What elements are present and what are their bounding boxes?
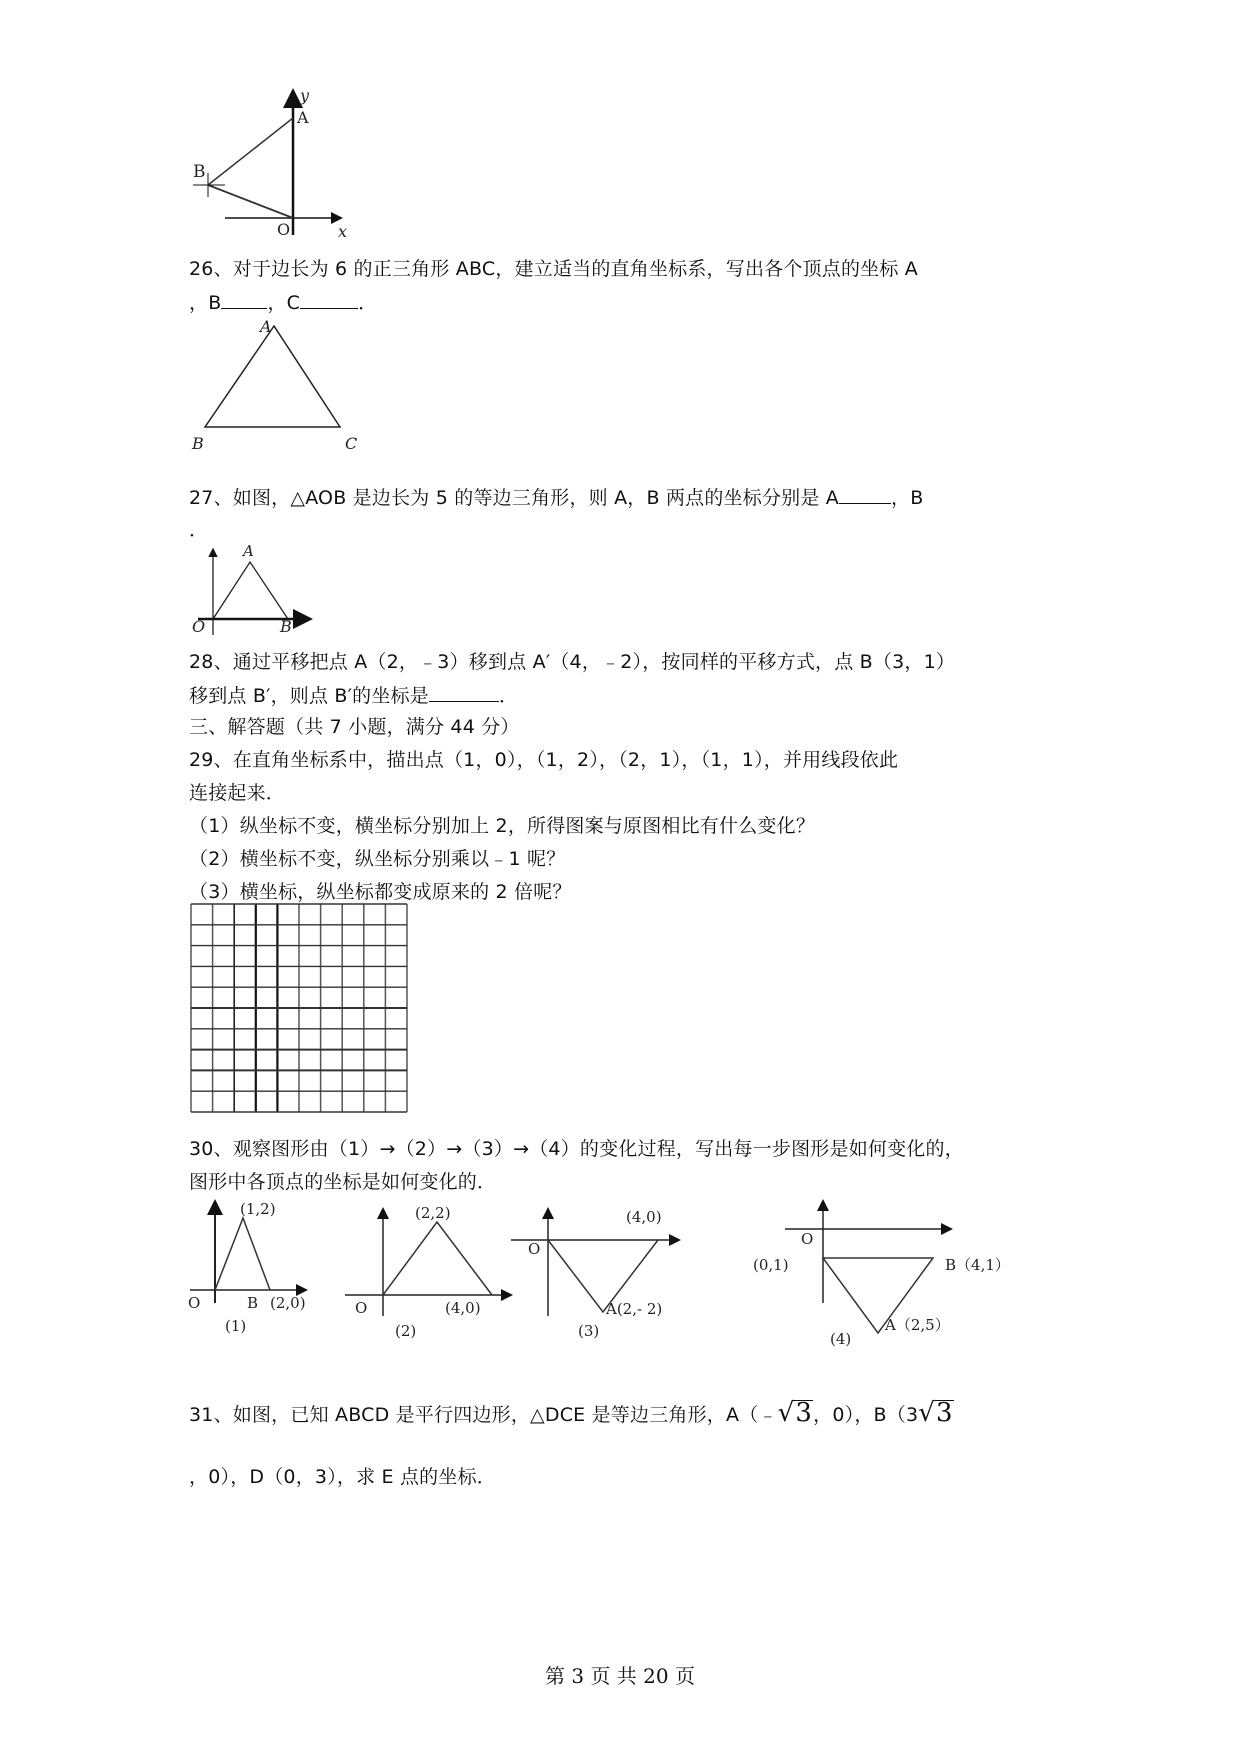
q27-line1 [189,485,923,510]
vertex-a-label: A [243,542,254,560]
y-axis-label: y [300,86,310,105]
b-label: B [247,1294,259,1312]
q29-sub3: （3）横坐标，纵坐标都变成原来的 2 倍呢？ [189,881,572,903]
bottom-vertex-label: A（2,5） [885,1316,950,1334]
q26-c-label: ，C [267,292,301,314]
q28-line1: 28、通过平移把点 A（2，﹣3）移到点 A′（4，﹣2），按同样的平移方式，点 B（3，1） [189,651,956,673]
right-vertex-label: (4,0) [626,1208,662,1226]
caption: (1) [225,1317,247,1335]
sqrt-3-a: √3 [777,1398,813,1428]
origin-label: O [801,1230,814,1248]
origin-label: O [192,617,206,636]
vertex-a-label: A [260,317,272,336]
q26-figure [185,315,375,455]
q26-blank-b[interactable] [221,290,267,309]
top-vertex-label: (1,2) [240,1200,276,1218]
left-vertex-label: (0,1) [753,1256,789,1274]
origin-label: O [277,220,291,239]
q28-blank[interactable] [429,683,499,702]
origin-label: O [355,1299,368,1317]
segment-bo [208,185,293,218]
origin-label: O [528,1240,541,1258]
q30-figure-2 [340,1198,520,1338]
point-a-label: A [297,108,309,127]
q31-text-mid: ，0），B（3 [813,1404,919,1426]
segment-ab [208,118,293,185]
q25-coordinate-diagram [185,85,355,245]
vertex-c-label: C [345,434,358,453]
triangle-abc-diagram [185,315,375,455]
q27-b-label: ，B [891,487,924,509]
sqrt-3-b: √3 [918,1398,953,1428]
bottom-vertex-label: A(2,- 2) [606,1300,663,1318]
q30-line2: 图形中各顶点的坐标是如何变化的． [189,1171,497,1193]
right-vertex-label: (4,0) [445,1299,481,1317]
q25-figure [185,85,355,245]
q29-sub1: （1）纵坐标不变，横坐标分别加上 2，所得图案与原图相比有什么变化？ [189,815,816,837]
q26-b-label: ，B [189,292,222,314]
vertex-b-label: B [192,434,204,453]
triangle [383,1222,492,1295]
q31-text-pre: 31、如图，已知 ABCD 是平行四边形，△DCE 是等边三角形，A（﹣ [189,1404,778,1426]
q26-line1: 26、对于边长为 6 的正三角形 ABC，建立适当的直角坐标系，写出各个顶点的坐标 A [189,258,918,280]
q27-text: 27、如图，△AOB 是边长为 5 的等边三角形，则 A，B 两点的坐标分别是 A [189,487,839,509]
origin-label: O [188,1294,201,1312]
q27-blank-a[interactable] [839,485,891,504]
q29-line2: 连接起来． [189,782,286,804]
point-b-label: B [193,162,206,182]
blank-grid [190,903,410,1115]
b-coord-label: (2,0) [270,1294,306,1312]
q26-blank-c[interactable] [300,290,358,309]
triangle-aob [213,562,288,619]
figure-2-diagram [340,1198,520,1338]
right-vertex-label: B（4,1） [945,1256,1010,1274]
caption: (3) [578,1322,600,1340]
caption: (2) [395,1322,417,1340]
caption: (4) [830,1330,852,1348]
q27-line2: ． [189,519,209,541]
q26-end: ． [358,292,378,314]
q29-line1: 29、在直角坐标系中，描出点（1，0），（1，2），（2，1），（1，1），并用线段依此 [189,749,899,771]
q29-grid [190,903,410,1115]
q30-figure-4 [745,1198,1010,1348]
q26-line2 [189,290,377,315]
q28-end: ． [498,685,519,707]
page-footer: 第 3 页 共 20 页 [545,1664,695,1688]
q30-line1: 30、观察图形由（1）→（2）→（3）→（4）的变化过程，写出每一步图形是如何变化的， [189,1138,964,1160]
figure-3-diagram [508,1198,708,1338]
vertex-b-label: B [280,617,292,636]
q31-line2: ，0），D（0，3），求 E 点的坐标． [189,1466,496,1488]
q30-figure-1 [185,1198,335,1338]
q27-figure [190,540,320,640]
triangle [215,1218,270,1290]
triangle-abc [205,326,340,427]
section-heading: 三、解答题（共 7 小题，满分 44 分） [189,716,520,738]
q30-figure-3 [508,1198,708,1338]
q28-line2 [189,683,518,708]
top-vertex-label: (2,2) [415,1204,451,1222]
q29-sub2: （2）横坐标不变，纵坐标分别乘以﹣1 呢？ [189,848,566,870]
figure-4-diagram [745,1198,1010,1348]
q31-line1 [189,1400,954,1427]
triangle-aob-diagram [190,540,320,640]
figure-1-diagram [185,1198,335,1338]
q28-text: 移到点 B′，则点 B′的坐标是 [189,685,429,707]
x-axis-label: x [338,222,348,241]
